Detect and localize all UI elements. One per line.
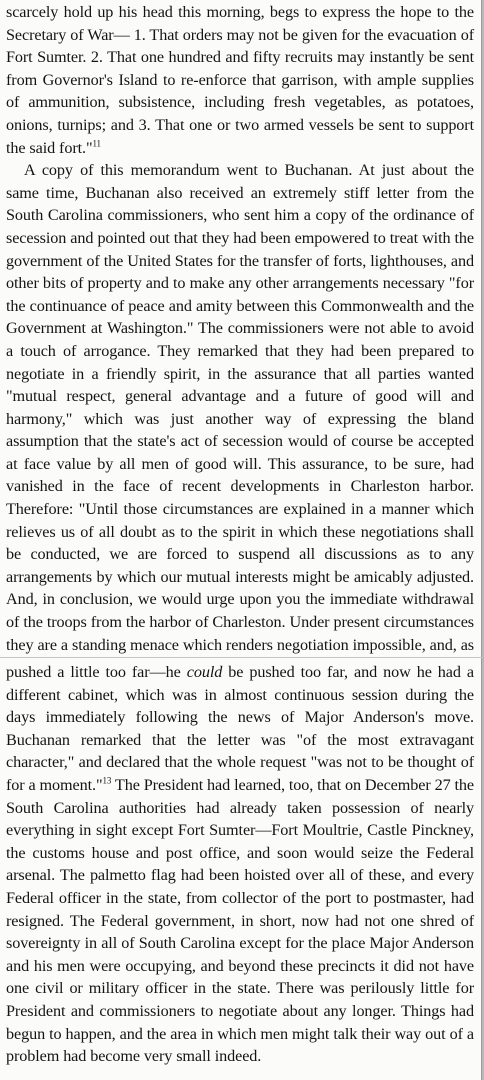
paragraph-text: scarcely hold up his head this morning, begs to express the hope to the Secretary of War— 1. That orders may not be given for the evacuation of Fort Sumter. 2. That one hundred and fifty recruits may instantly be sent from Governor's Island to re-enforce that garrison, with ample supplies of ammunition, subsistence, including fresh vegetables, as potatoes, onions, turnips; and 3. That one or two armed vessels be sent to support the said fort.": [6, 3, 474, 157]
paragraph-continued: [6, 1, 474, 159]
emphasis-word: could: [186, 663, 223, 681]
text-block-top: [6, 1, 474, 657]
text-block-bottom: [6, 661, 474, 1068]
paragraph-text: A copy of this memorandum went to Buchanan. At just about the same time, Buchanan also received an extremely stiff letter from the South Carolina commissioners, who sent him a copy of the ordinance of secession and pointed out that they had been empowered to treat with the government of the United States for the transfer of forts, lighthouses, and other bits of property and to make any other arrangements necessary "for the continuance of peace and amity between this Commonwealth and the Government at Washington." The commissioners were not able to avoid a touch of arrogance. They remarked that they had been prepared to negotiate in a friendly spirit, in the assurance that all parties wanted "mutual respect, general advantage and a future of good will and harmony," which was just another way of expressing the bland assumption that the state's act of secession would of course be accepted at face value by all men of good will. This assurance, to be sure, had vanished in the face of recent developments in Charleston harbor. Therefore: "Until those circumstances are explained in a manner which relieves us of all doubt as to the spirit in which these negotiations shall be conducted, we are forced to suspend all discussions as to any arrangements by which our mutual interests might be amicably adjusted. And, in conclusion, we would urge upon you the immediate withdrawal of the troops from the harbor of Charleston. Under present circumstances they are a standing menace which renders negotiation impossible, and, as: [6, 161, 474, 654]
paragraph-memorandum-letter: [6, 159, 474, 657]
paragraph-text: The President had learned, too, that on December 27 the South Carolina authorities had already taken possession of nearly everything in sight except Fort Sumter—Fort Moultrie, Castle Pinckney, the customs house and post office, and soon would seize the Federal arsenal. The palmetto flag had been hoisted over all of these, and every Federal officer in the state, from collector of the port to postmaster, had resigned. The Federal government, in short, now had not one shred of sovereignty in all of South Carolina except for the place Major Anderson and his men were occupying, and beyond these precincts it did not have one civil or military officer in the state. There was perilously little for President and commissioners to negotiate about any longer. Things had begun to happen, and the area in which men might talk their way out of a problem had become very small indeed.: [6, 775, 474, 1066]
footnote-marker: 13: [102, 775, 112, 786]
footnote-marker: 11: [92, 138, 101, 149]
paragraph-continued: [6, 661, 474, 1068]
scanned-page-segment-bottom: [0, 658, 482, 1080]
paragraph-text: be pushed too far, and now he had a different cabinet, which was in almost continuous session during the days immediately following the news of Major Anderson's move. Buchanan remarked that the letter was "of the most extravagant character," and declared that the whole request "was not to be thought of for a moment.": [6, 663, 474, 794]
paragraph-text: pushed a little too far—he: [6, 663, 187, 681]
